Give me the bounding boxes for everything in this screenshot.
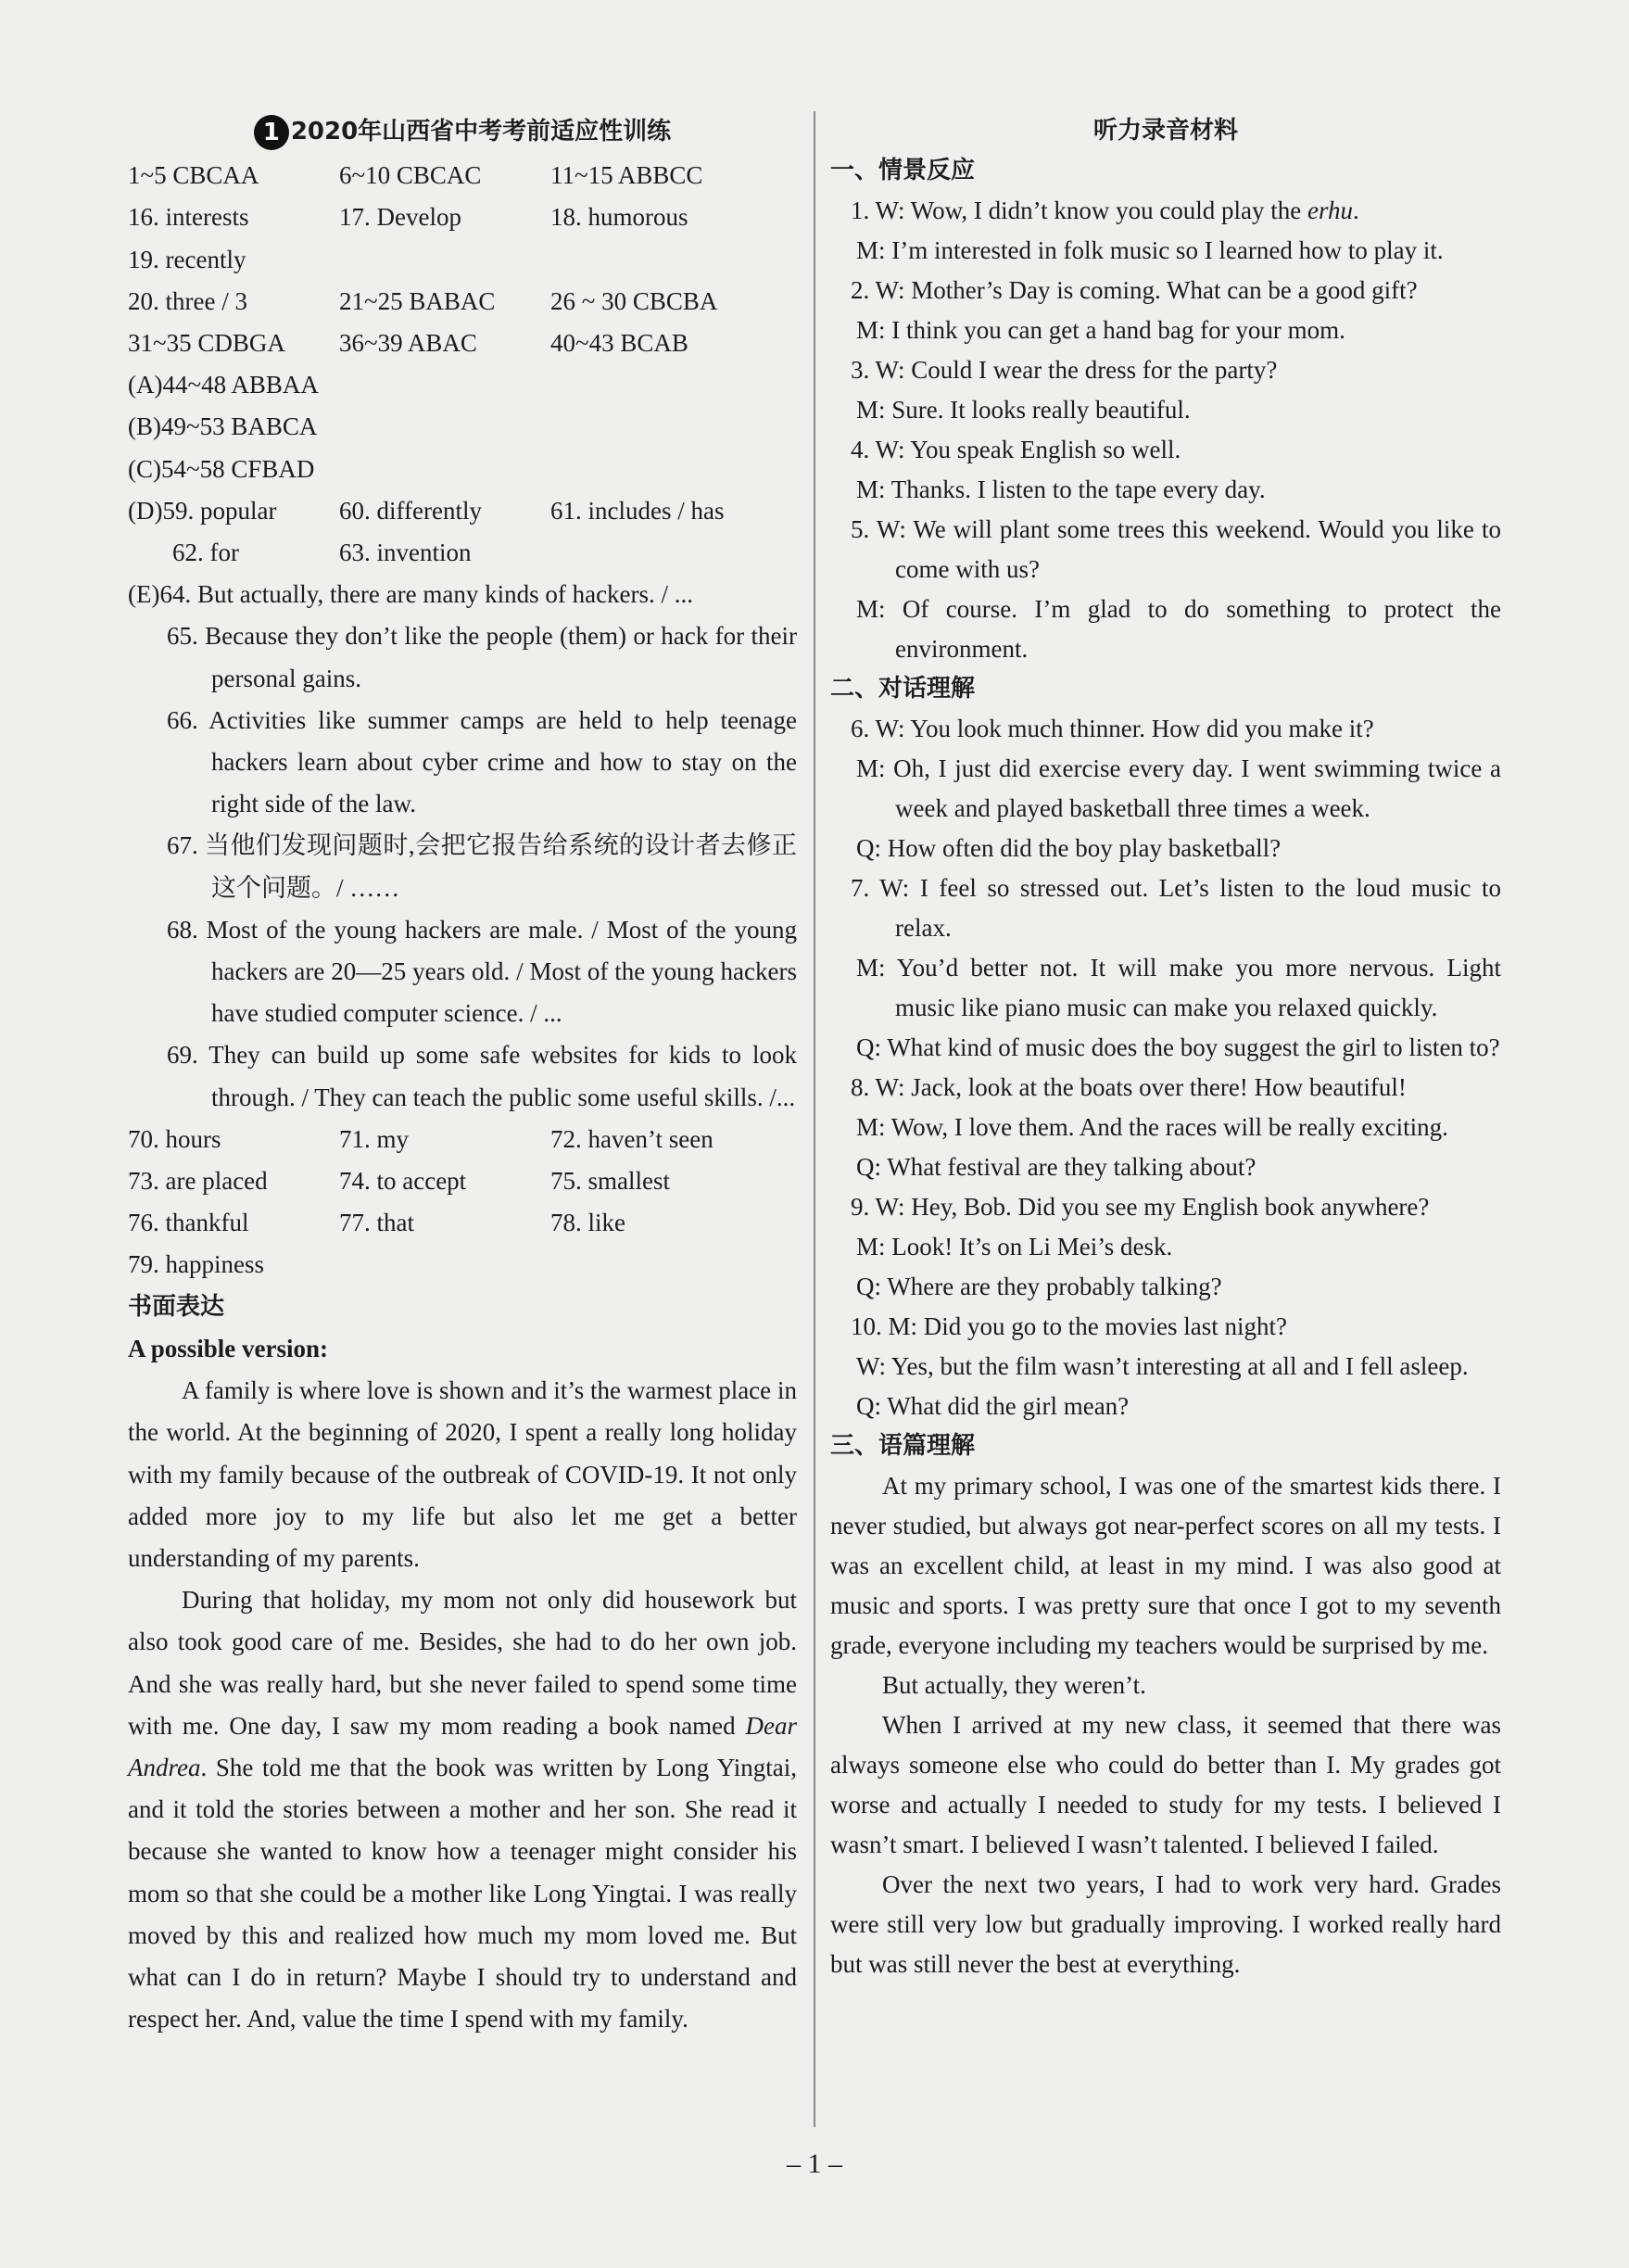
answer-row (128, 239, 797, 281)
dialogue-line: 5. W: We will plant some trees this weekend. Would you like to come with us? (851, 515, 1501, 583)
answer: 36~39 ABAC (339, 329, 477, 358)
passage-paragraph: When I arrived at my new class, it seemed that there was always someone else who could do better than I. My grades got worse and actually I needed to study for my tests. I believed I wasn’t smart. I believed I wasn’t talented. I believed I failed. (830, 1711, 1501, 1858)
answer: 79. happiness (128, 1250, 264, 1279)
dialogue-line: 9. W: Hey, Bob. Did you see my English book anywhere? (851, 1193, 1430, 1221)
answer-row (128, 1119, 797, 1160)
dialogue-line: M: Of course. I’m glad to do something to protect the environment. (856, 595, 1501, 663)
version-label: A possible version: (128, 1334, 329, 1362)
dialogue-line: 2. W: Mother’s Day is coming. What can be a good gift? (851, 276, 1418, 304)
erhu-word: erhu (1307, 196, 1354, 224)
answer: 77. that (339, 1209, 414, 1237)
answer-e65: 65. Because they don’t like the people (them) or hack for their personal gains. (167, 622, 797, 692)
answer: 71. my (339, 1124, 410, 1153)
answer-row (128, 281, 797, 323)
dialogue-line: 8. W: Jack, look at the boats over there! How beautiful! (851, 1073, 1407, 1101)
answer: 31~35 CDBGA (128, 329, 285, 358)
answer-e68: 68. Most of the young hackers are male. / Most of the young hackers are 20—25 years old. / Most of the young hackers have studied computer science. / ... (167, 915, 797, 1028)
passage-paragraph: At my primary school, I was one of the smartest kids there. I never studied, but always got near-perfect scores on all my tests. I was an excellent child, at least in my mind. I was also good at music and sports. I was pretty sure that once I got to my seventh grade, everyone including my teachers would be surprised by me. (830, 1472, 1501, 1659)
answer-e69: 69. They can build up some safe websites for kids to look through. / They can teach the public some useful skills. /... (167, 1041, 797, 1111)
answer: 63. invention (339, 538, 472, 567)
dialogue-line: 10. M: Did you go to the movies last night? (851, 1312, 1287, 1340)
essay-text: . She told me that the book was written by Long Yingtai, and it told the stories between a mother and her son. She read it because she wanted to know how a teenager might consider his mom so that she could be a mother like Long Yingtai. I was really moved by this and realized how much my mom loved me. But what can I do in return? Maybe I should try to understand and respect her. And, value the time I spend with my family. (128, 1753, 797, 2034)
dialogue-line: 4. W: You speak English so well. (851, 436, 1181, 463)
dialogue-question: Q: What did the girl mean? (856, 1392, 1130, 1420)
answer: (D)59. popular (128, 496, 277, 525)
answer: 70. hours (128, 1124, 221, 1153)
dialogue-line: 7. W: I feel so stressed out. Let’s listen to the loud music to relax. (851, 874, 1501, 942)
answer: 73. are placed (128, 1167, 268, 1196)
dialogue-line: M: Sure. It looks really beautiful. (856, 396, 1191, 424)
exam-title (128, 111, 797, 153)
answer: 40~43 BCAB (550, 329, 688, 358)
dialogue-line: M: Oh, I just did exercise every day. I went swimming twice a week and played basketball three times a week. (856, 754, 1501, 822)
answer: 74. to accept (339, 1167, 467, 1196)
answer-row-d (128, 490, 797, 532)
listening-title: 听力录音材料 (1092, 117, 1238, 145)
passage-paragraph: But actually, they weren’t. (882, 1671, 1146, 1699)
dialogue-question: Q: How often did the boy play basketball? (856, 834, 1282, 862)
answer: 75. smallest (550, 1167, 670, 1196)
answer: 78. like (550, 1209, 625, 1237)
answer: 26 ~ 30 CBCBA (550, 286, 718, 315)
essay-paragraph (128, 1579, 797, 2040)
essay-paragraph: A family is where love is shown and it’s the warmest place in the world. At the beginning of 2020, I spent a really long holiday with my family because of the outbreak of COVID-19. It not only added more joy to my life but also let me get a better understanding of my parents. (128, 1376, 797, 1572)
dialogue-line (830, 191, 1501, 231)
answer: 6~10 CBCAC (339, 161, 482, 190)
answer: 16. interests (128, 203, 249, 232)
answer: 76. thankful (128, 1209, 249, 1237)
answer: 72. haven’t seen (550, 1124, 713, 1153)
passage-paragraph: Over the next two years, I had to work very hard. Grades were still very low but gradually improving. I worked really hard but was still never the best at everything. (830, 1870, 1501, 1978)
dialogue-line: 3. W: Could I wear the dress for the party? (851, 356, 1278, 384)
answer: 17. Develop (339, 203, 461, 232)
dialogue-line: M: Thanks. I listen to the tape every day. (856, 475, 1266, 503)
answer-row (128, 1244, 797, 1286)
answer-row (128, 1202, 797, 1244)
answer-row (128, 323, 797, 364)
dialogue-question: Q: What festival are they talking about? (856, 1153, 1256, 1181)
essay-text: During that holiday, my mom not only did housework but also took good care of me. Besides, she had to do her own job. And she was really hard, but she never failed to spend some time with me. One day, I saw my mom reading a book named (128, 1586, 797, 1740)
answer-e66: 66. Activities like summer camps are held to help teenage hackers learn about cyber crime and how to stay on the right side of the law. (167, 705, 797, 818)
line-text: 1. W: Wow, I didn’t know you could play the (851, 196, 1308, 224)
answer-b: (B)49~53 BABCA (128, 412, 318, 441)
section-heading: 一、情景反应 (830, 157, 976, 184)
answer: 21~25 BABAC (339, 286, 496, 315)
answer-row (128, 196, 797, 238)
dialogue-line: M: I think you can get a hand bag for your mom. (856, 316, 1345, 344)
line-text: . (1353, 196, 1359, 224)
dialogue-line: M: Look! It’s on Li Mei’s desk. (856, 1233, 1173, 1261)
answer-row-d2 (128, 532, 797, 574)
dialogue-question: Q: Where are they probably talking? (856, 1273, 1222, 1300)
answer-row (128, 155, 797, 196)
answer: 19. recently (128, 245, 246, 273)
writing-heading: 书面表达 (128, 1292, 225, 1321)
number-badge: 1 (254, 115, 289, 150)
section-heading: 三、语篇理解 (830, 1432, 976, 1460)
answer-e67: 67. 当他们发现问题时,会把它报告给系统的设计者去修正这个问题。/ …… (167, 831, 797, 902)
answer-row (128, 1160, 797, 1202)
answer-c: (C)54~58 CFBAD (128, 454, 315, 483)
answer: 1~5 CBCAA (128, 161, 259, 190)
answer: 61. includes / has (550, 496, 725, 525)
dialogue-line: M: I’m interested in folk music so I learned how to play it. (856, 236, 1444, 264)
dialogue-line: M: You’d better not. It will make you more nervous. Light music like piano music can make you relaxed quickly. (856, 954, 1501, 1021)
left-column (128, 111, 797, 2040)
answer: 62. for (172, 538, 239, 567)
section-heading: 二、对话理解 (830, 675, 976, 703)
answer: 20. three / 3 (128, 286, 247, 315)
page-number: – 1 – (787, 2148, 842, 2179)
answer: 18. humorous (550, 203, 688, 232)
answer-a: (A)44~48 ABBAA (128, 371, 319, 399)
right-column (830, 111, 1501, 1984)
book-title: Dear Andrea (128, 1711, 797, 1781)
answer: 60. differently (339, 496, 482, 525)
answer-e64: (E)64. But actually, there are many kinds of hackers. / ... (128, 580, 694, 609)
exam-title-text: 2020年山西省中考考前适应性训练 (290, 118, 672, 146)
dialogue-line: W: Yes, but the film wasn’t interesting at all and I fell asleep. (856, 1352, 1469, 1380)
column-divider (814, 111, 815, 2127)
answer: 11~15 ABBCC (550, 161, 703, 190)
dialogue-question: Q: What kind of music does the boy suggest the girl to listen to? (856, 1033, 1500, 1061)
dialogue-line: 6. W: You look much thinner. How did you make it? (851, 715, 1374, 742)
dialogue-line: M: Wow, I love them. And the races will be really exciting. (856, 1113, 1448, 1141)
